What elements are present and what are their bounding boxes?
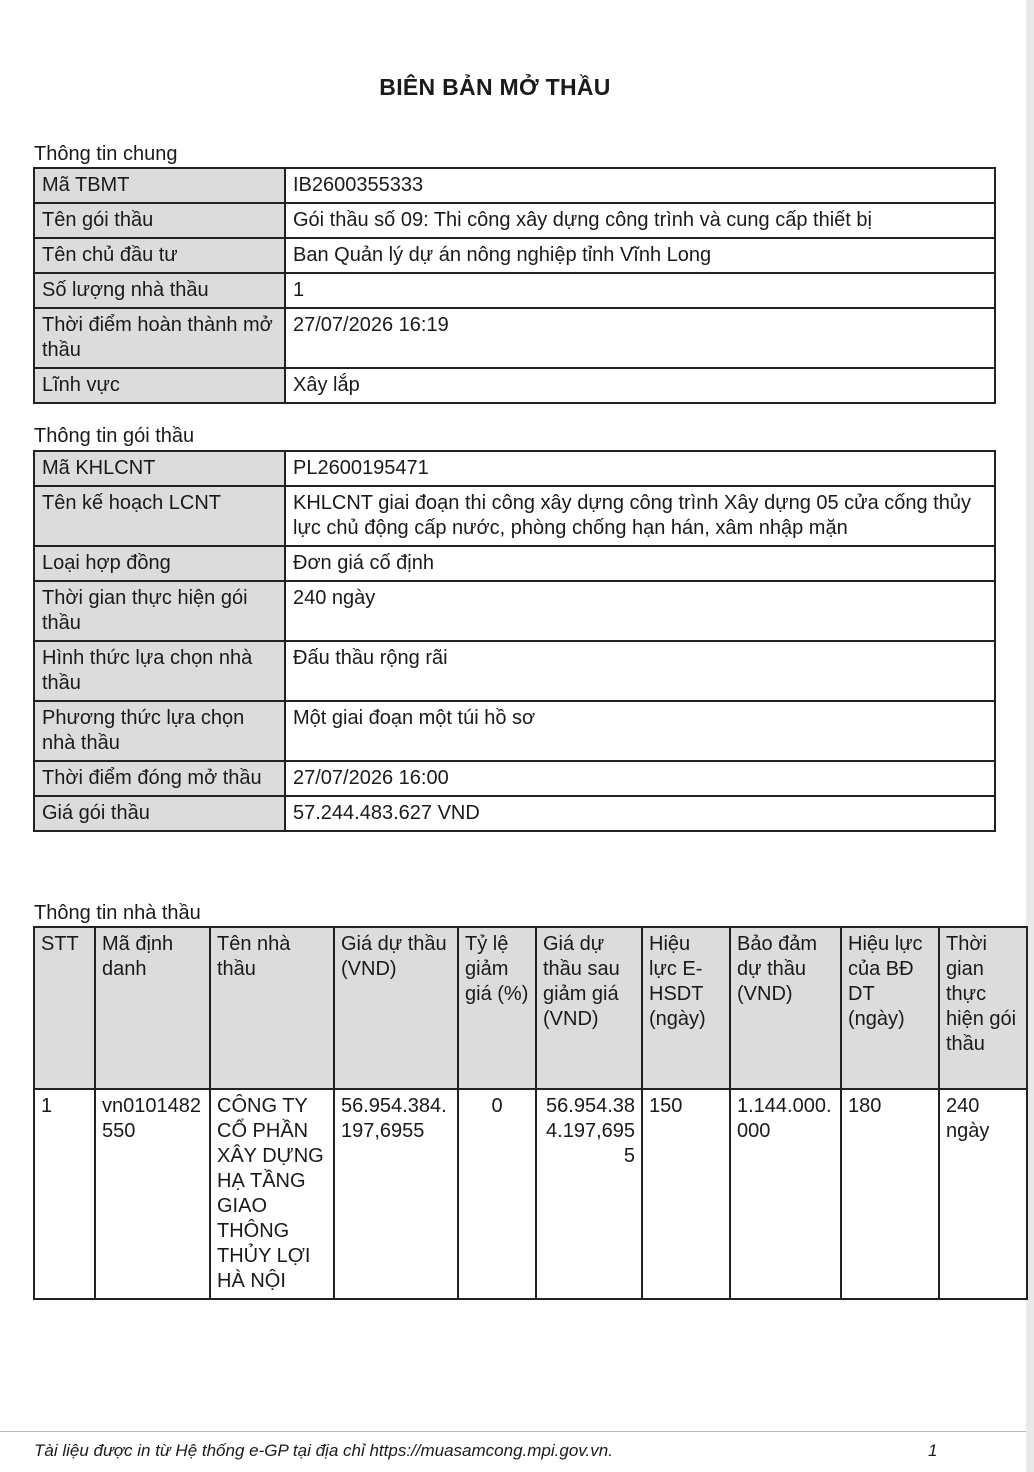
column-header: STT — [34, 927, 95, 1089]
field-key: Tên chủ đầu tư — [34, 238, 285, 273]
field-key: Số lượng nhà thầu — [34, 273, 285, 308]
table-row — [34, 273, 995, 308]
field-key: Hình thức lựa chọn nhà thầu — [34, 641, 285, 701]
field-key: Thời điểm đóng mở thầu — [34, 761, 285, 796]
column-header: Hiệu lực của BĐ DT (ngày) — [841, 927, 939, 1089]
table-row — [34, 1089, 1027, 1299]
field-value: Một giai đoạn một túi hồ sơ — [285, 701, 995, 761]
cell-discount-rate: 0 — [458, 1089, 536, 1299]
field-value: Đơn giá cố định — [285, 546, 995, 581]
field-key: Mã TBMT — [34, 168, 285, 203]
section-label-bidders: Thông tin nhà thầu — [34, 902, 201, 924]
cell-stt: 1 — [34, 1089, 95, 1299]
field-value: Gói thầu số 09: Thi công xây dựng công trình và cung cấp thiết bị — [285, 203, 995, 238]
table-row — [34, 796, 995, 831]
field-key: Thời điểm hoàn thành mở thầu — [34, 308, 285, 368]
column-header: Tên nhà thầu — [210, 927, 334, 1089]
field-value: 27/07/2026 16:00 — [285, 761, 995, 796]
cell-bid-price: 56.954.384.197,6955 — [334, 1089, 458, 1299]
section-label-general: Thông tin chung — [34, 143, 178, 165]
field-value: Ban Quản lý dự án nông nghiệp tỉnh Vĩnh Long — [285, 238, 995, 273]
table-row — [34, 641, 995, 701]
document-title: BIÊN BẢN MỞ THẦU — [379, 74, 611, 100]
field-key: Lĩnh vực — [34, 368, 285, 403]
field-value: PL2600195471 — [285, 451, 995, 486]
field-key: Giá gói thầu — [34, 796, 285, 831]
column-header: Giá dự thầu sau giảm giá (VND) — [536, 927, 642, 1089]
field-value: KHLCNT giai đoạn thi công xây dựng công trình Xây dựng 05 cửa cống thủy lực chủ động cấp nước, phòng chống hạn hán, xâm nhập mặn — [285, 486, 995, 546]
column-header: Thời gian thực hiện gói thầu — [939, 927, 1027, 1089]
field-key: Tên gói thầu — [34, 203, 285, 238]
table-row — [34, 368, 995, 403]
table-row — [34, 581, 995, 641]
column-header: Hiệu lực E-HSDT (ngày) — [642, 927, 730, 1089]
table-row — [34, 238, 995, 273]
field-key: Tên kế hoạch LCNT — [34, 486, 285, 546]
field-value: 27/07/2026 16:19 — [285, 308, 995, 368]
cell-id: vn0101482550 — [95, 1089, 210, 1299]
column-header: Giá dự thầu (VND) — [334, 927, 458, 1089]
table-row — [34, 761, 995, 796]
footer-text: Tài liệu được in từ Hệ thống e-GP tại địa chỉ https://muasamcong.mpi.gov.vn. — [34, 1441, 613, 1460]
package-info-table — [33, 450, 996, 832]
column-header: Bảo đảm dự thầu (VND) — [730, 927, 841, 1089]
field-key: Loại hợp đồng — [34, 546, 285, 581]
general-info-table — [33, 167, 996, 404]
table-row — [34, 308, 995, 368]
page-number: 1 — [928, 1441, 938, 1460]
table-row — [34, 168, 995, 203]
table-row — [34, 701, 995, 761]
cell-price-after-discount: 56.954.384.197,6955 — [536, 1089, 642, 1299]
footer-divider — [0, 1431, 1026, 1432]
table-row — [34, 486, 995, 546]
column-header: Tỷ lệ giảm giá (%) — [458, 927, 536, 1089]
field-value: 240 ngày — [285, 581, 995, 641]
field-value: Xây lắp — [285, 368, 995, 403]
bidders-table — [33, 926, 1028, 1300]
cell-security-validity: 180 — [841, 1089, 939, 1299]
field-key: Phương thức lựa chọn nhà thầu — [34, 701, 285, 761]
cell-bid-security: 1.144.000.000 — [730, 1089, 841, 1299]
column-header: Mã định danh — [95, 927, 210, 1089]
table-row — [34, 203, 995, 238]
cell-hsdt-validity: 150 — [642, 1089, 730, 1299]
field-value: 57.244.483.627 VND — [285, 796, 995, 831]
field-value: 1 — [285, 273, 995, 308]
table-row — [34, 451, 995, 486]
table-header-row — [34, 927, 1027, 1089]
field-value: IB2600355333 — [285, 168, 995, 203]
table-row — [34, 546, 995, 581]
field-key: Thời gian thực hiện gói thầu — [34, 581, 285, 641]
cell-bidder-name: CÔNG TY CỔ PHẦN XÂY DỰNG HẠ TẦNG GIAO THÔNG THỦY LỢI HÀ NỘI — [210, 1089, 334, 1299]
section-label-package: Thông tin gói thầu — [34, 425, 195, 447]
field-key: Mã KHLCNT — [34, 451, 285, 486]
cell-duration: 240 ngày — [939, 1089, 1027, 1299]
field-value: Đấu thầu rộng rãi — [285, 641, 995, 701]
